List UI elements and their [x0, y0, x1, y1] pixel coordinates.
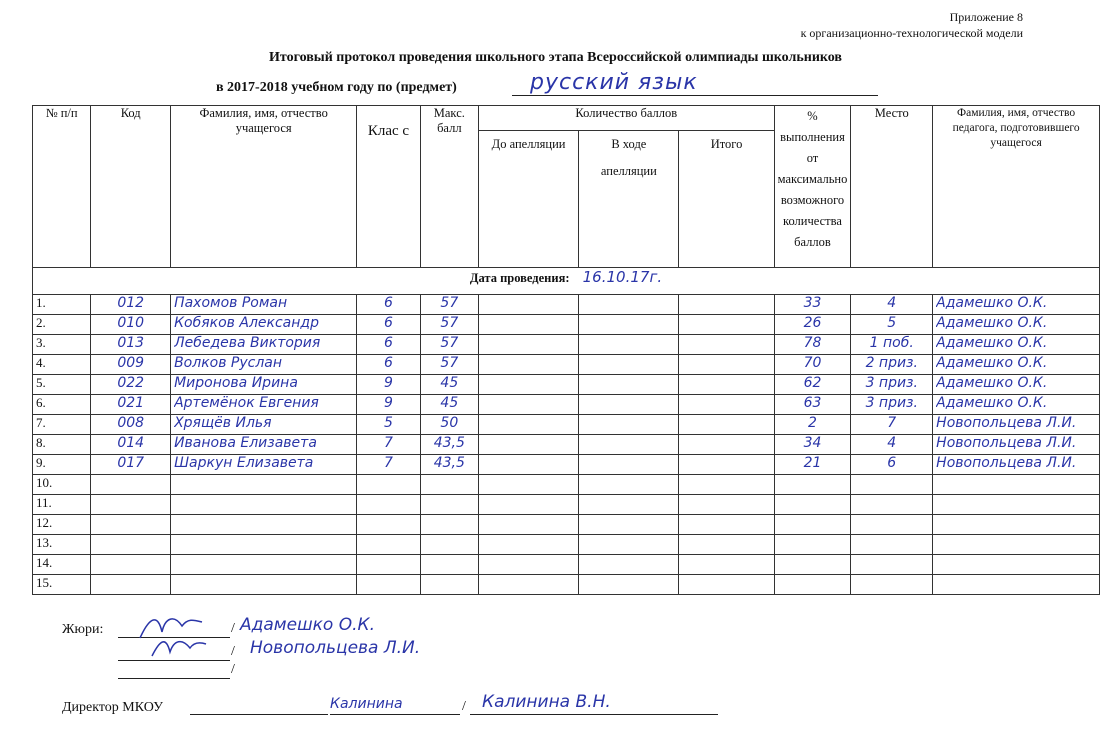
table-row	[33, 575, 1100, 595]
cell-pct	[774, 375, 851, 395]
handwritten-place: 3 приз.	[865, 375, 918, 391]
cell-pct	[774, 575, 851, 595]
cell-cls	[357, 375, 420, 395]
cell-cls	[357, 335, 420, 355]
cell-place	[851, 335, 933, 355]
cell-teacher	[933, 495, 1100, 515]
cell-code	[91, 475, 171, 495]
cell-pct	[774, 555, 851, 575]
cell-max	[420, 355, 478, 375]
handwritten-pct: 21	[803, 455, 822, 471]
cell-cls	[357, 315, 420, 335]
jury-sign-line-3	[118, 678, 230, 679]
cell-tot	[679, 535, 774, 555]
cell-code	[91, 515, 171, 535]
cell-place	[851, 495, 933, 515]
director-label: Директор МКОУ	[62, 700, 163, 715]
table-row	[33, 455, 1100, 475]
cell-n: 7.	[33, 415, 91, 435]
jury-member-2: Новопольцева Л.И.	[250, 638, 421, 658]
handwritten-fio: Пахомов Роман	[174, 295, 288, 311]
handwritten-max: 57	[440, 355, 459, 371]
appendix-line-2: к организационно-технологической модели	[800, 26, 1023, 40]
header-percent: % выполнения от максимально возможного количества баллов	[774, 106, 851, 268]
handwritten-fio: Артемёнок Евгения	[174, 395, 319, 411]
handwritten-code: 021	[117, 395, 145, 411]
cell-teacher	[933, 355, 1100, 375]
cell-n: 5.	[33, 375, 91, 395]
handwritten-pct: 26	[803, 315, 822, 331]
cell-teacher	[933, 375, 1100, 395]
cell-place	[851, 535, 933, 555]
document-title: Итоговый протокол проведения школьного этапа Всероссийской олимпиады школьников	[268, 50, 842, 65]
cell-fio	[171, 495, 357, 515]
cell-pct	[774, 455, 851, 475]
handwritten-place: 1 поб.	[869, 335, 914, 351]
table-row	[33, 395, 1100, 415]
cell-pre	[478, 535, 578, 555]
cell-n: 12.	[33, 515, 91, 535]
document-subtitle: в 2017-2018 учебном году по (предмет)	[216, 80, 457, 95]
handwritten-fio: Шаркун Елизавета	[174, 455, 314, 471]
cell-cls	[357, 355, 420, 375]
cell-fio	[171, 555, 357, 575]
cell-tot	[679, 335, 774, 355]
header-place: Место	[851, 106, 933, 268]
cell-fio	[171, 515, 357, 535]
cell-code	[91, 375, 171, 395]
handwritten-teacher: Новопольцева Л.И.	[936, 415, 1077, 431]
cell-code	[91, 575, 171, 595]
cell-code	[91, 335, 171, 355]
cell-fio	[171, 415, 357, 435]
handwritten-fio: Хрящёв Илья	[174, 415, 272, 431]
cell-cls	[357, 295, 420, 315]
cell-max	[420, 575, 478, 595]
appendix-line-1: Приложение 8	[949, 10, 1023, 24]
cell-pct	[774, 315, 851, 335]
cell-pct	[774, 355, 851, 375]
header-scores: Количество баллов	[478, 106, 774, 131]
cell-tot	[679, 415, 774, 435]
cell-max	[420, 315, 478, 335]
cell-pre	[478, 415, 578, 435]
cell-cls	[357, 575, 420, 595]
cell-app	[579, 555, 679, 575]
table-row	[33, 435, 1100, 455]
handwritten-teacher: Адамешко О.К.	[936, 335, 1048, 351]
cell-pct	[774, 335, 851, 355]
handwritten-place: 5	[887, 315, 897, 331]
handwritten-code: 017	[117, 455, 145, 471]
handwritten-cls: 6	[384, 315, 393, 331]
cell-pre	[478, 355, 578, 375]
handwritten-fio: Кобяков Александр	[174, 315, 319, 331]
cell-code	[91, 355, 171, 375]
cell-n: 6.	[33, 395, 91, 415]
cell-n: 11.	[33, 495, 91, 515]
cell-code	[91, 555, 171, 575]
handwritten-place: 7	[887, 415, 897, 431]
table-row	[33, 315, 1100, 335]
header-class: Клас с	[357, 106, 420, 268]
handwritten-max: 57	[440, 335, 459, 351]
subject-handwritten: русский язык	[530, 70, 698, 95]
cell-cls	[357, 535, 420, 555]
handwritten-place: 6	[887, 455, 897, 471]
table-row	[33, 475, 1100, 495]
handwritten-max: 43,5	[433, 435, 465, 451]
cell-app	[579, 475, 679, 495]
handwritten-cls: 6	[384, 355, 393, 371]
cell-app	[579, 375, 679, 395]
handwritten-pct: 70	[803, 355, 822, 371]
header-fio: Фамилия, имя, отчество учащегося	[171, 106, 357, 268]
cell-n: 13.	[33, 535, 91, 555]
handwritten-cls: 6	[384, 335, 393, 351]
director-sign-line	[330, 714, 460, 715]
cell-cls	[357, 455, 420, 475]
director-signature: Калинина	[330, 696, 403, 712]
slash-2: /	[231, 644, 235, 659]
cell-tot	[679, 475, 774, 495]
handwritten-max: 45	[440, 395, 459, 411]
cell-place	[851, 575, 933, 595]
slash-1: /	[231, 621, 235, 636]
handwritten-fio: Лебедева Виктория	[174, 335, 321, 351]
cell-teacher	[933, 555, 1100, 575]
cell-max	[420, 335, 478, 355]
cell-app	[579, 575, 679, 595]
cell-pre	[478, 375, 578, 395]
handwritten-pct: 33	[803, 295, 822, 311]
table-row	[33, 295, 1100, 315]
cell-pre	[478, 435, 578, 455]
cell-cls	[357, 475, 420, 495]
cell-n: 3.	[33, 335, 91, 355]
jury-member-1: Адамешко О.К.	[240, 615, 375, 635]
director-name-line	[470, 714, 718, 715]
cell-fio	[171, 535, 357, 555]
handwritten-max: 50	[440, 415, 459, 431]
cell-max	[420, 375, 478, 395]
cell-n: 10.	[33, 475, 91, 495]
cell-app	[579, 395, 679, 415]
cell-teacher	[933, 515, 1100, 535]
director-name: Калинина В.Н.	[482, 692, 611, 712]
handwritten-max: 57	[440, 295, 459, 311]
cell-pre	[478, 555, 578, 575]
handwritten-place: 2 приз.	[865, 355, 918, 371]
handwritten-pct: 34	[803, 435, 822, 451]
cell-n: 14.	[33, 555, 91, 575]
date-value: 16.10.17г.	[582, 268, 663, 286]
handwritten-place: 4	[887, 295, 897, 311]
cell-n: 1.	[33, 295, 91, 315]
cell-place	[851, 395, 933, 415]
cell-cls	[357, 395, 420, 415]
handwritten-code: 009	[117, 355, 145, 371]
cell-place	[851, 375, 933, 395]
handwritten-teacher: Новопольцева Л.И.	[936, 455, 1077, 471]
date-label: Дата проведения:	[469, 271, 570, 285]
handwritten-code: 012	[117, 295, 145, 311]
cell-teacher	[933, 315, 1100, 335]
cell-code	[91, 435, 171, 455]
handwritten-fio: Миронова Ирина	[174, 375, 298, 391]
handwritten-teacher: Адамешко О.К.	[936, 395, 1048, 411]
handwritten-cls: 9	[384, 395, 393, 411]
cell-tot	[679, 375, 774, 395]
table-row	[33, 335, 1100, 355]
cell-app	[579, 295, 679, 315]
cell-place	[851, 455, 933, 475]
cell-teacher	[933, 575, 1100, 595]
cell-code	[91, 315, 171, 335]
cell-place	[851, 355, 933, 375]
handwritten-fio: Иванова Елизавета	[174, 435, 317, 451]
handwritten-code: 013	[117, 335, 145, 351]
cell-n: 4.	[33, 355, 91, 375]
cell-pre	[478, 395, 578, 415]
header-total: Итого	[679, 131, 774, 268]
cell-cls	[357, 515, 420, 535]
director-slash: /	[462, 699, 466, 714]
handwritten-code: 010	[117, 315, 145, 331]
handwritten-pct: 2	[808, 415, 817, 431]
handwritten-max: 43,5	[433, 455, 465, 471]
table-row	[33, 515, 1100, 535]
handwritten-max: 57	[440, 315, 459, 331]
cell-max	[420, 415, 478, 435]
jury-sign-line-2	[118, 660, 230, 661]
jury-label: Жюри:	[62, 622, 104, 637]
cell-pct	[774, 295, 851, 315]
cell-teacher	[933, 435, 1100, 455]
cell-tot	[679, 295, 774, 315]
cell-pre	[478, 515, 578, 535]
cell-code	[91, 415, 171, 435]
cell-n: 8.	[33, 435, 91, 455]
cell-place	[851, 315, 933, 335]
handwritten-cls: 7	[384, 435, 393, 451]
cell-fio	[171, 335, 357, 355]
cell-max	[420, 535, 478, 555]
cell-pct	[774, 515, 851, 535]
cell-teacher	[933, 335, 1100, 355]
results-table	[32, 105, 1100, 595]
cell-teacher	[933, 295, 1100, 315]
table-row	[33, 535, 1100, 555]
header-pre-appeal: До апелляции	[478, 131, 578, 268]
cell-max	[420, 395, 478, 415]
cell-pre	[478, 475, 578, 495]
cell-app	[579, 355, 679, 375]
header-teacher: Фамилия, имя, отчество педагога, подготовившего учащегося	[933, 106, 1100, 268]
cell-fio	[171, 355, 357, 375]
handwritten-teacher: Адамешко О.К.	[936, 375, 1048, 391]
slash-3: /	[231, 662, 235, 677]
cell-fio	[171, 575, 357, 595]
table-row	[33, 375, 1100, 395]
handwritten-cls: 7	[384, 455, 393, 471]
cell-fio	[171, 295, 357, 315]
table-row	[33, 415, 1100, 435]
header-code: Код	[91, 106, 171, 268]
table-row	[33, 355, 1100, 375]
cell-cls	[357, 555, 420, 575]
handwritten-cls: 9	[384, 375, 393, 391]
cell-max	[420, 435, 478, 455]
cell-n: 15.	[33, 575, 91, 595]
table-row	[33, 555, 1100, 575]
cell-fio	[171, 435, 357, 455]
cell-app	[579, 515, 679, 535]
handwritten-max: 45	[440, 375, 459, 391]
cell-app	[579, 435, 679, 455]
cell-cls	[357, 435, 420, 455]
cell-place	[851, 415, 933, 435]
subject-underline	[512, 95, 878, 96]
cell-tot	[679, 575, 774, 595]
cell-fio	[171, 395, 357, 415]
cell-cls	[357, 415, 420, 435]
cell-tot	[679, 395, 774, 415]
cell-pre	[478, 335, 578, 355]
cell-pct	[774, 395, 851, 415]
cell-app	[579, 535, 679, 555]
handwritten-teacher: Адамешко О.К.	[936, 355, 1048, 371]
cell-cls	[357, 495, 420, 515]
table-row	[33, 495, 1100, 515]
cell-fio	[171, 375, 357, 395]
cell-place	[851, 515, 933, 535]
handwritten-teacher: Адамешко О.К.	[936, 315, 1048, 331]
cell-pre	[478, 315, 578, 335]
handwritten-pct: 63	[803, 395, 822, 411]
handwritten-pct: 62	[803, 375, 822, 391]
cell-app	[579, 335, 679, 355]
cell-app	[579, 415, 679, 435]
cell-max	[420, 455, 478, 475]
cell-code	[91, 495, 171, 515]
header-num: № п/п	[33, 106, 91, 268]
cell-teacher	[933, 535, 1100, 555]
cell-pre	[478, 295, 578, 315]
handwritten-fio: Волков Руслан	[174, 355, 283, 371]
handwritten-cls: 6	[384, 295, 393, 311]
director-line-1	[190, 714, 328, 715]
cell-max	[420, 495, 478, 515]
header-max: Макс. балл	[420, 106, 478, 268]
cell-pct	[774, 475, 851, 495]
handwritten-teacher: Новопольцева Л.И.	[936, 435, 1077, 451]
cell-n: 9.	[33, 455, 91, 475]
cell-place	[851, 475, 933, 495]
handwritten-place: 4	[887, 435, 897, 451]
cell-pre	[478, 455, 578, 475]
table-body	[33, 295, 1100, 595]
cell-code	[91, 295, 171, 315]
handwritten-cls: 5	[384, 415, 393, 431]
cell-app	[579, 455, 679, 475]
cell-fio	[171, 455, 357, 475]
cell-tot	[679, 435, 774, 455]
cell-teacher	[933, 475, 1100, 495]
jury-signature-scribbles	[132, 608, 212, 660]
cell-tot	[679, 515, 774, 535]
cell-max	[420, 475, 478, 495]
cell-code	[91, 395, 171, 415]
date-row	[33, 268, 1100, 295]
handwritten-place: 3 приз.	[865, 395, 918, 411]
cell-teacher	[933, 415, 1100, 435]
handwritten-pct: 78	[803, 335, 822, 351]
handwritten-code: 014	[117, 435, 145, 451]
cell-pct	[774, 415, 851, 435]
cell-pct	[774, 495, 851, 515]
cell-place	[851, 295, 933, 315]
cell-app	[579, 495, 679, 515]
cell-pct	[774, 435, 851, 455]
cell-app	[579, 315, 679, 335]
cell-place	[851, 555, 933, 575]
cell-fio	[171, 475, 357, 495]
cell-teacher	[933, 395, 1100, 415]
cell-code	[91, 455, 171, 475]
cell-tot	[679, 455, 774, 475]
cell-teacher	[933, 455, 1100, 475]
cell-fio	[171, 315, 357, 335]
cell-tot	[679, 315, 774, 335]
appendix-note	[801, 9, 1023, 41]
handwritten-code: 008	[117, 415, 145, 431]
handwritten-code: 022	[117, 375, 145, 391]
cell-tot	[679, 495, 774, 515]
cell-place	[851, 435, 933, 455]
cell-tot	[679, 555, 774, 575]
cell-code	[91, 535, 171, 555]
cell-tot	[679, 355, 774, 375]
cell-max	[420, 555, 478, 575]
header-during-appeal: В ходе апелляции	[579, 131, 679, 268]
handwritten-teacher: Адамешко О.К.	[936, 295, 1048, 311]
cell-pre	[478, 575, 578, 595]
cell-n: 2.	[33, 315, 91, 335]
cell-max	[420, 295, 478, 315]
cell-max	[420, 515, 478, 535]
cell-pct	[774, 535, 851, 555]
cell-pre	[478, 495, 578, 515]
